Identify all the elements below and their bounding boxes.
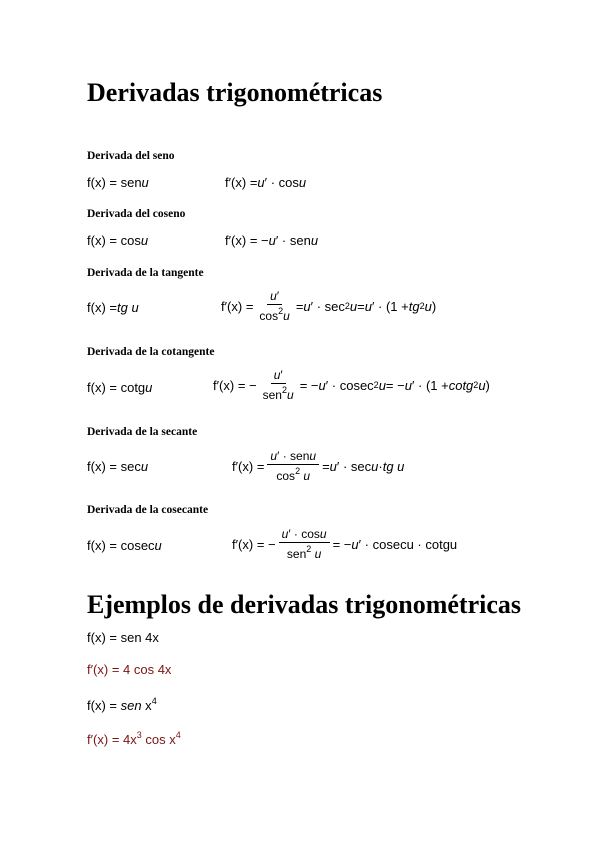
- formula-coseno-derivative: f′(x) = − u ′ · sen u: [225, 233, 319, 248]
- section-label-seno: Derivada del seno: [87, 150, 175, 162]
- formula-tangente-function: f(x) = tg u: [87, 300, 139, 315]
- formula-seno-function: f(x) = sen u: [87, 175, 149, 190]
- formula-coseno-function: f(x) = cos u: [87, 233, 149, 248]
- section-label-cosecante: Derivada de la cosecante: [87, 504, 209, 516]
- formula-cotangente-function: f(x) = cotg u: [87, 380, 153, 395]
- section-label-cotangente: Derivada de la cotangente: [87, 346, 215, 358]
- formula-tangente-derivative: f′(x) = $\frac{u'}{\cos^2u}$ = u ′ · sec 2 u = u ′ · (1 + tg 2 u ): [221, 289, 437, 323]
- formula-cotangente-derivative: f′(x) = − $\frac{u'}{sen^2u}$ = − u ′ · cosec 2 u = − u ′ · (1 + cotg 2 u ): [213, 368, 490, 402]
- formula-seno-derivative: f′(x) = u ′ · cos u: [225, 175, 307, 190]
- examples-title: Ejemplos de derivadas trigonométricas: [87, 590, 522, 619]
- example-2-function: f(x) = sen $x^4$: [87, 696, 157, 713]
- example-1-derivative: f′(x) = 4 cos 4x: [87, 662, 172, 677]
- formula-secante-function: f(x) = sec u: [87, 459, 149, 474]
- example-1-function: f(x) = sen 4x: [87, 630, 159, 645]
- example-2-derivative: $f'(x) = 4x^3$ $\cos x^4$: [87, 730, 181, 747]
- section-label-secante: Derivada de la secante: [87, 426, 198, 438]
- section-label-coseno: Derivada del coseno: [87, 208, 186, 220]
- formula-cosecante-derivative: f′(x) = − $\frac{u' \cdot \cos u}{sen^2 u}$ = − u ′ · cosecu · cotgu: [232, 527, 458, 561]
- formula-cosecante-function: f(x) = cosec u: [87, 538, 162, 553]
- section-label-tangente: Derivada de la tangente: [87, 267, 204, 279]
- page-title: Derivadas trigonométricas: [87, 78, 383, 107]
- formula-secante-derivative: f′(x) = $\frac{\text{u′ · senu}}{\cos^2 u}$ = u ′ · sec u · tg u: [232, 449, 405, 483]
